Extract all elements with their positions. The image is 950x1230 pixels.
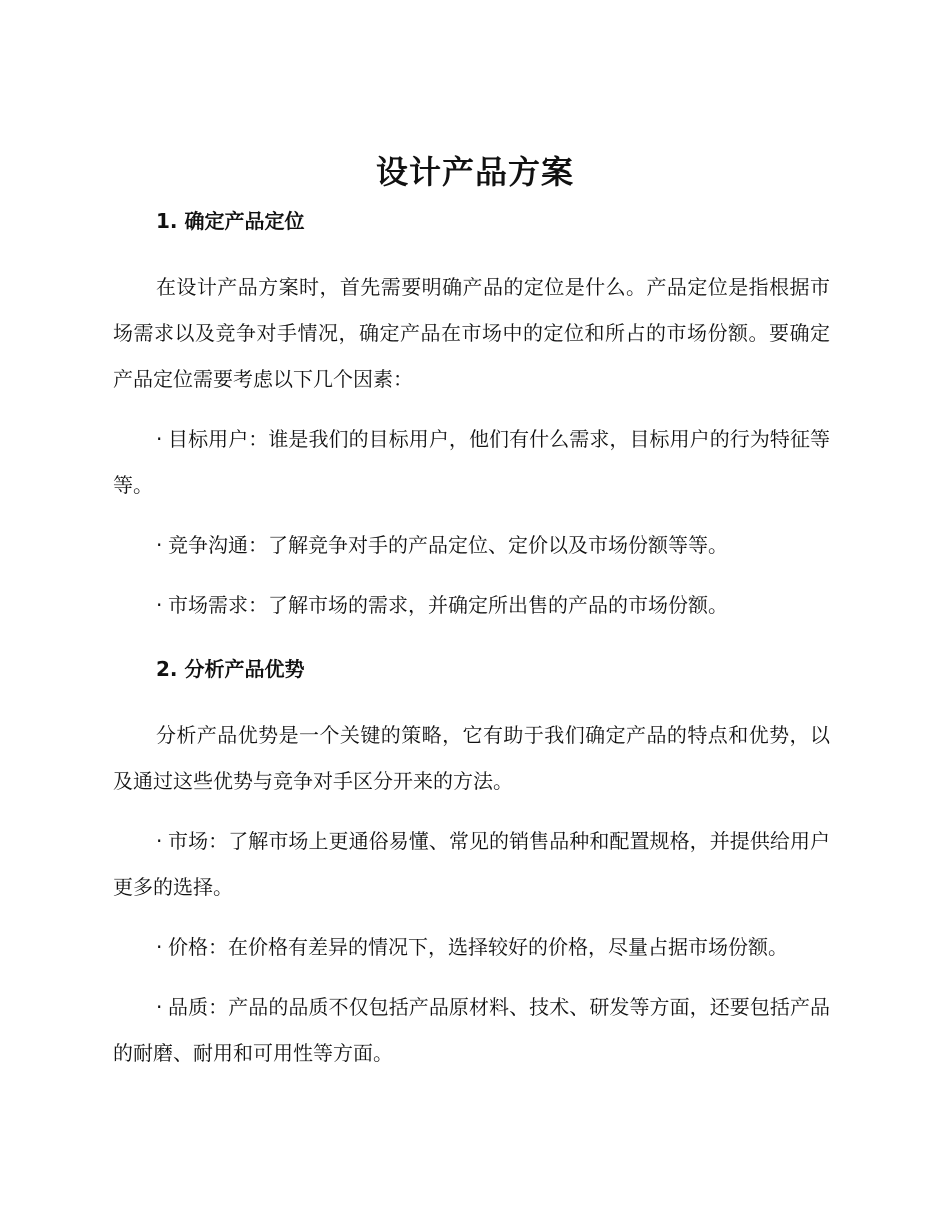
bullet-text: 品质：产品的品质不仅包括产品原材料、技术、研发等方面，还要包括产品的耐磨、耐用和可用性等方面。 <box>113 995 830 1065</box>
bullet-text: 市场：了解市场上更通俗易懂、常见的销售品种和配置规格，并提供给用户更多的选择。 <box>113 829 830 899</box>
bullet-text: 市场需求：了解市场的需求，并确定所出售的产品的市场份额。 <box>168 593 728 617</box>
bullet-dot-icon: · <box>156 427 163 451</box>
bullet-dot-icon: · <box>156 829 163 853</box>
bullet-item <box>113 984 830 1076</box>
bullet-dot-icon: · <box>156 533 163 557</box>
bullet-item <box>113 416 830 508</box>
bullet-dot-icon: · <box>156 995 163 1019</box>
section-intro-paragraph: 在设计产品方案时，首先需要明确产品的定位是什么。产品定位是指根据市场需求以及竞争对手情况，确定产品在市场中的定位和所占的市场份额。要确定产品定位需要考虑以下几个因素： <box>113 275 830 391</box>
section-heading-advantages: 2. 分析产品优势 <box>156 657 305 681</box>
bullet-item <box>113 818 830 910</box>
bullet-dot-icon: · <box>156 935 163 959</box>
bullet-text: 目标用户：谁是我们的目标用户，他们有什么需求，目标用户的行为特征等等。 <box>113 427 830 497</box>
bullet-item <box>113 522 830 568</box>
section-intro-paragraph: 分析产品优势是一个关键的策略，它有助于我们确定产品的特点和优势，以及通过这些优势与竞争对手区分开来的方法。 <box>113 723 830 793</box>
document-title: 设计产品方案 <box>375 153 574 191</box>
bullet-text: 价格：在价格有差异的情况下，选择较好的价格，尽量占据市场份额。 <box>168 935 788 959</box>
bullet-text: 竞争沟通：了解竞争对手的产品定位、定价以及市场份额等等。 <box>168 533 728 557</box>
bullet-item <box>113 582 830 628</box>
section-heading-positioning: 1. 确定产品定位 <box>156 209 305 233</box>
bullet-item <box>113 924 830 970</box>
bullet-dot-icon: · <box>156 593 163 617</box>
